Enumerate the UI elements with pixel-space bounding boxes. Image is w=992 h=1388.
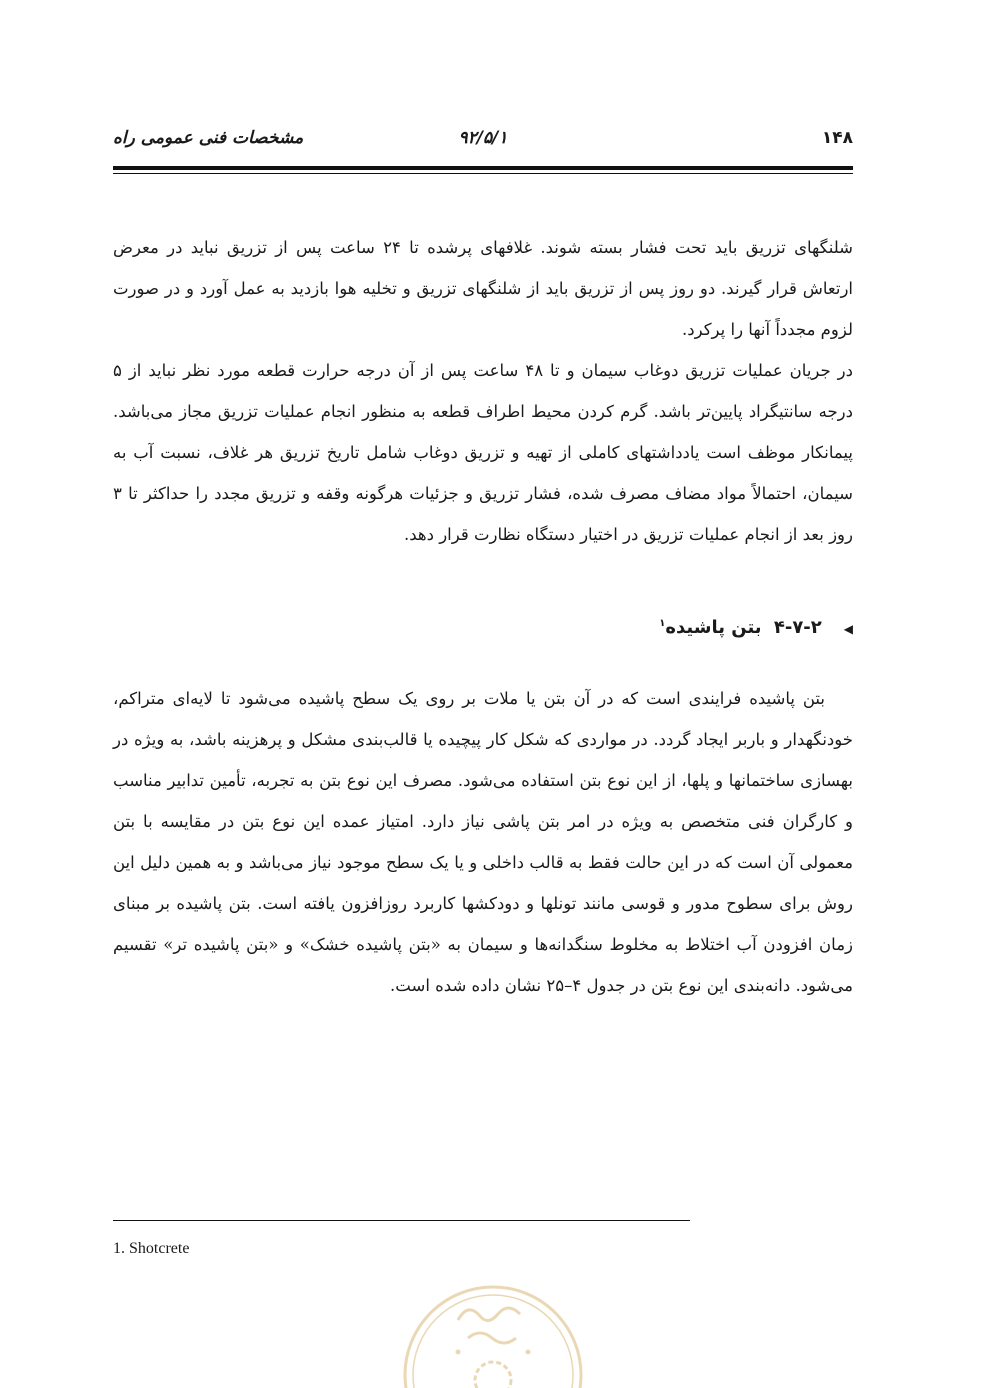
footnote-reference: ۱ xyxy=(659,618,666,629)
header-date: ۹۲/۵/۱ xyxy=(458,128,508,148)
section-heading xyxy=(113,617,853,638)
triangle-bullet-icon: ◀ xyxy=(843,622,853,636)
paragraph-grouting-temperature: در جریان عملیات تزریق دوغاب سیمان و تا ۴۸ ساعت پس از آن درجه حرارت قطعه مورد نظر نباید از ۵ درجه سانتیگراد پایین‌تر باشد. گرم کردن محیط اطراف قطعه به منظور انجام عملیات تزریق مجاز می‌باشد. پیمانکار موظف است یادداشتهای کاملی از تهیه و تزریق دوغاب شامل تاریخ تزریق هر غلاف، نسبت آب به سیمان، احتمالاً مواد مضاف مصرف شده، فشار تزریق و جزئیات هرگونه وقفه و تزریق مجدد را حداکثر تا ۳ روز بعد از انجام عملیات تزریق در اختیار دستگاه نظارت قرار دهد. xyxy=(113,360,853,544)
seal-logo-icon xyxy=(398,1280,588,1388)
section-title: بتن پاشیده xyxy=(665,617,762,638)
paragraph-shotcrete: بتن پاشیده فرایندی است که در آن بتن یا ملات بر روی یک سطح پاشیده می‌شود تا لایه‌ای متراکم، خودنگهدار و باربر ایجاد گردد. در مواردی که شکل کار پیچیده یا قالب‌بندی مشکل و پرهزینه باشد، به ویژه در بهسازی ساختمانها و پلها، از این نوع بتن استفاده می‌شود. مصرف این نوع بتن به تجربه، تأمین تدابیر مناسب و کارگران فنی متخصص به ویژه در امر بتن پاشی نیاز دارد. امتیاز عمده این نوع بتن در مقایسه با بتن معمولی آن است که در این حالت فقط به قالب داخلی و یا یک سطح موجود نیاز می‌باشد و به همین دلیل این روش برای سطوح مدور و قوسی مانند تونلها و دودکشها کاربرد روزافزون یافته است. بتن پاشیده بر مبنای زمان افزودن آب اختلاط به مخلوط سنگدانه‌ها و سیمان به «بتن پاشیده خشک» و «بتن پاشیده تر» تقسیم می‌شود. دانه‌بندی این نوع بتن در جدول ۴–۲۵ نشان داده شده است. xyxy=(113,688,854,995)
page-number: ۱۴۸ xyxy=(821,128,853,148)
paragraph-grout-hoses: شلنگهای تزریق باید تحت فشار بسته شوند. غلافهای پرشده تا ۲۴ ساعت پس از تزریق نباید در معرض ارتعاش قرار گیرند. دو روز پس از تزریق باید از شلنگهای تزریق و تخلیه هوا بازدید به عمل آورد و در صورت لزوم مجدداً آنها را پرکرد. xyxy=(113,237,853,339)
running-header xyxy=(113,128,853,154)
footnote-separator xyxy=(113,1220,690,1221)
book-title: مشخصات فنی عمومی راه xyxy=(113,128,304,148)
section-number: ۴-۷-۲ xyxy=(773,617,822,638)
watermark-seal xyxy=(398,1280,588,1388)
header-rule-thick xyxy=(113,166,853,170)
header-rule-thin xyxy=(113,173,853,174)
footnote-text: 1. Shotcrete xyxy=(113,1240,190,1257)
